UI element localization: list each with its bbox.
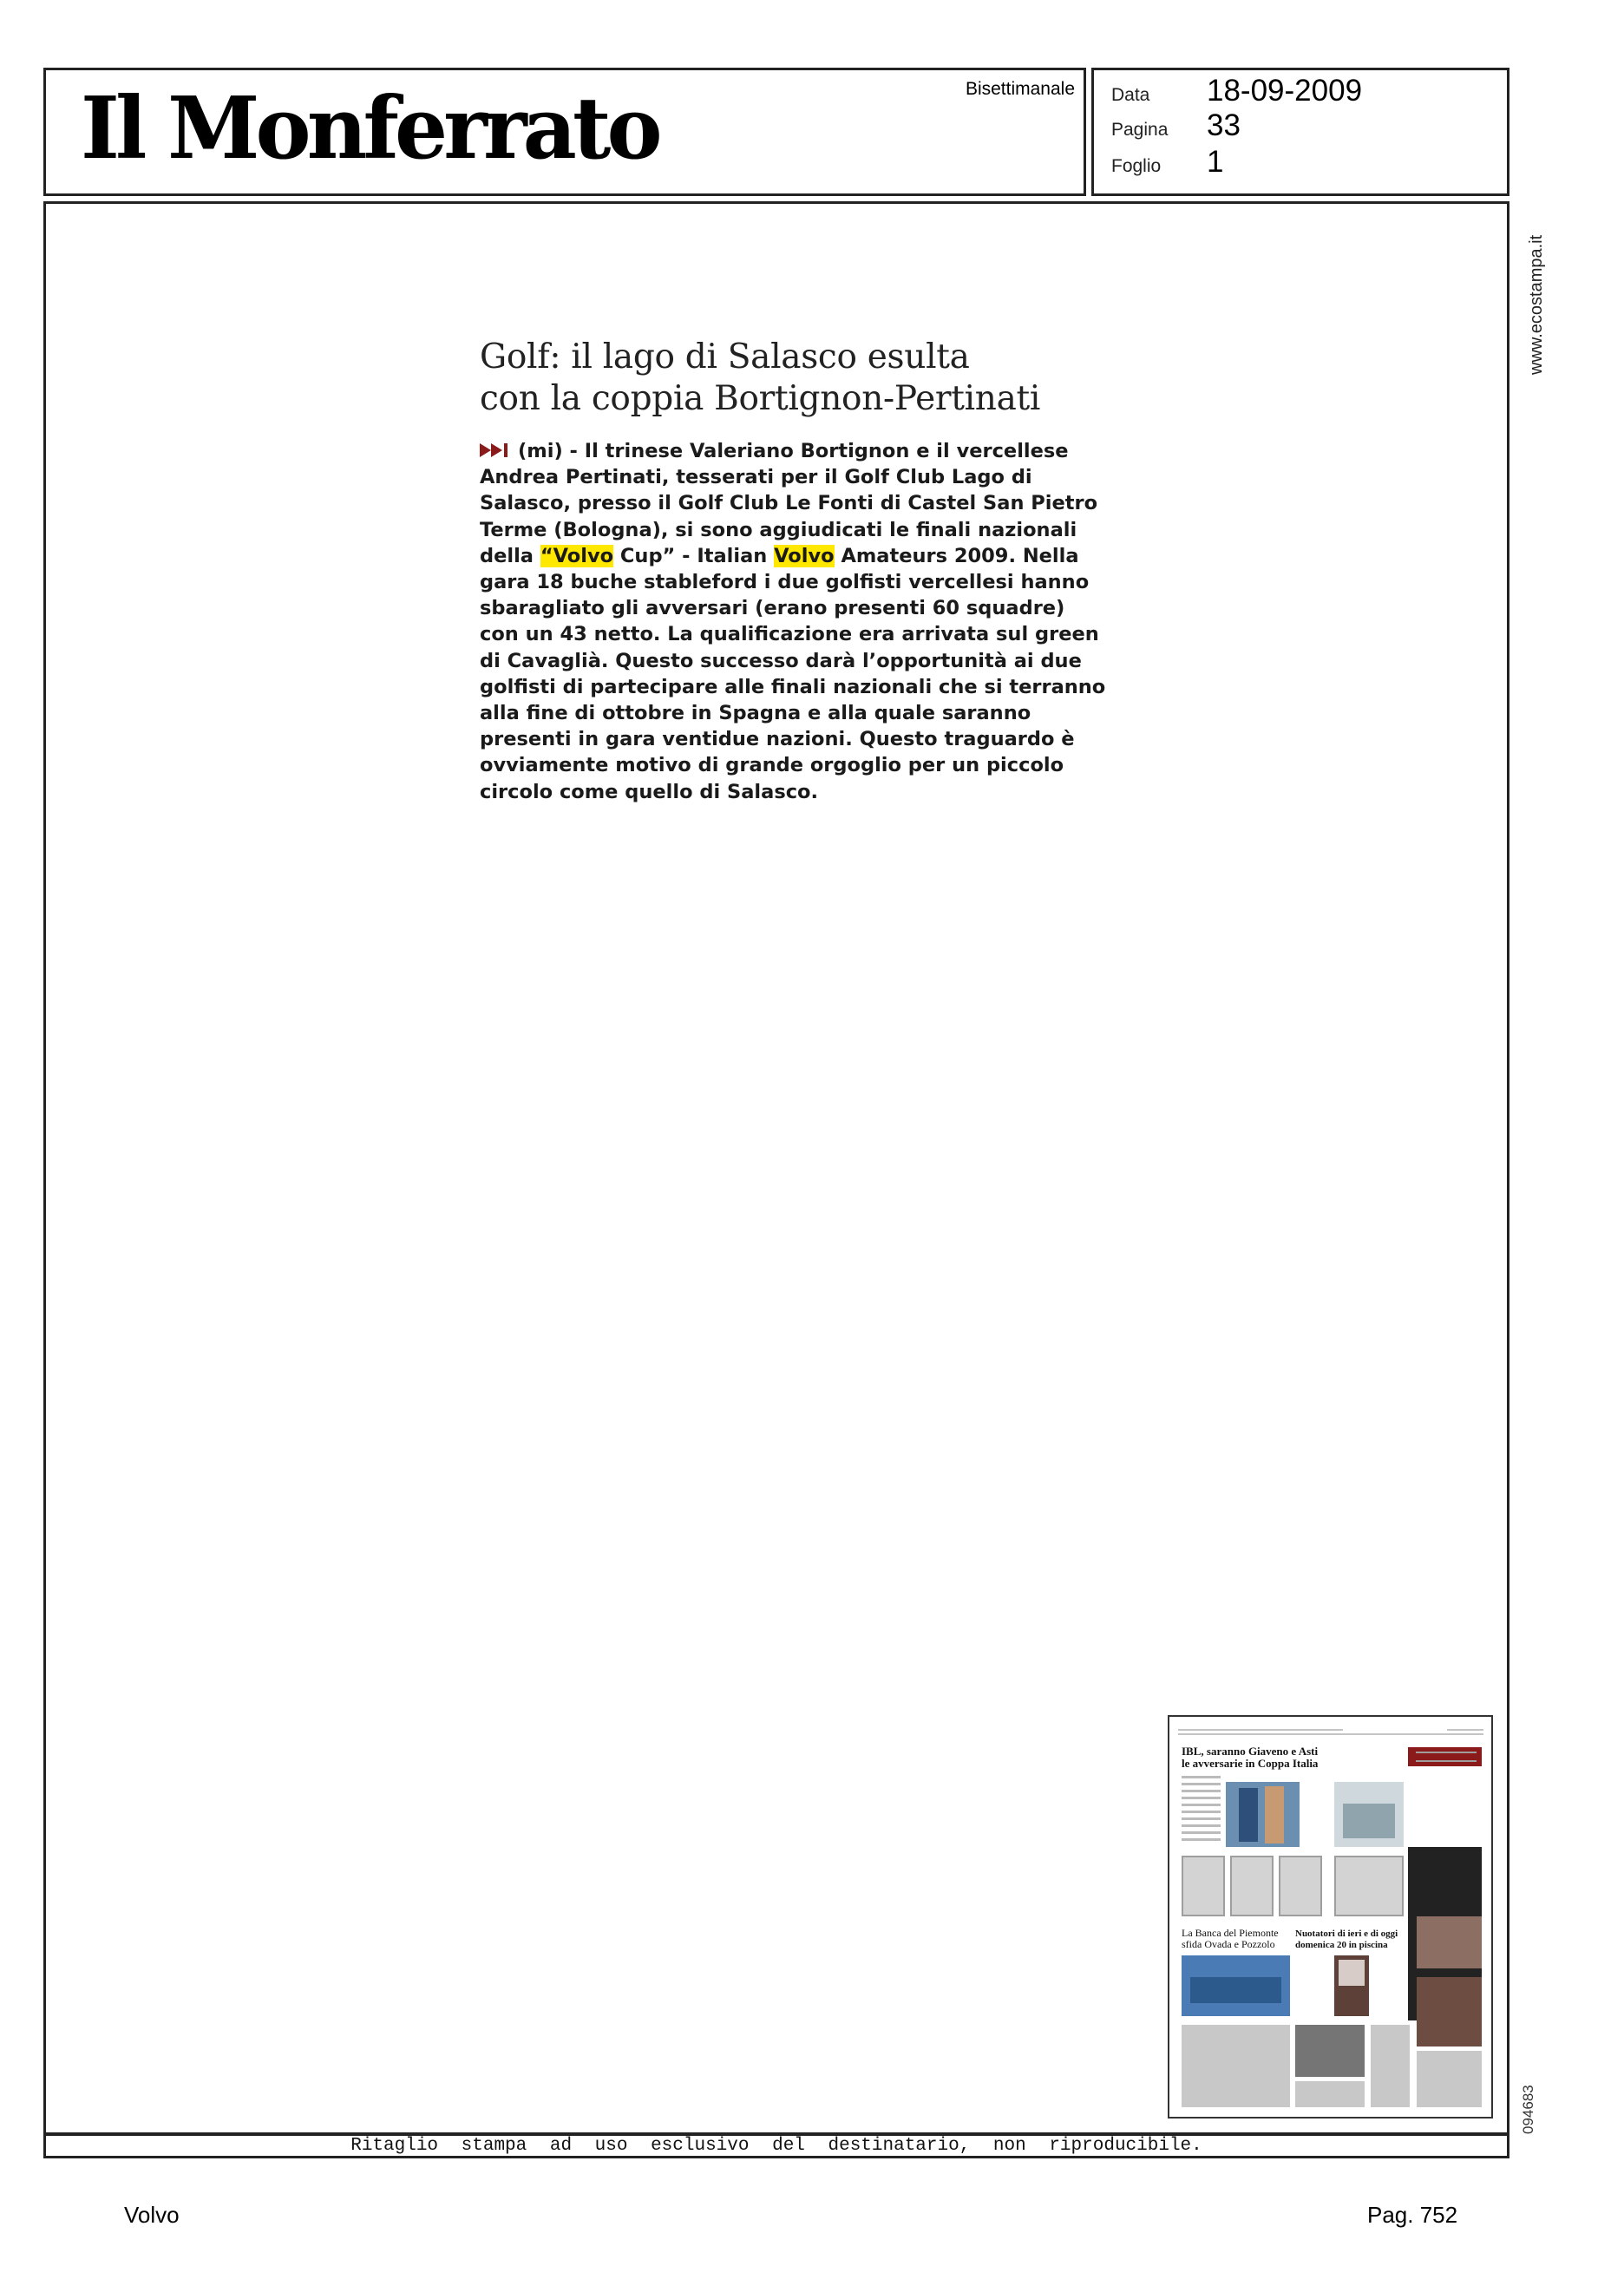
meta-label-data: Data: [1111, 85, 1150, 105]
meta-label-pagina: Pagina: [1111, 120, 1169, 140]
article-line-11: alla fine di ottobre in Spagna e alla quale saranno: [480, 702, 1031, 725]
keyword-label: Volvo: [124, 2202, 180, 2228]
clipping-code: 094683: [1520, 2085, 1536, 2134]
article-headline: [480, 337, 1087, 420]
article-line-1: [480, 438, 1070, 464]
meta-box: [1091, 68, 1509, 196]
article-line-8: con un 43 netto. La qualificazione era arrivata sul green: [480, 623, 1099, 646]
meta-value-date: 18-09-2009: [1207, 74, 1363, 108]
footer-notice: Ritaglio stampa ad uso esclusivo del destinatario, non riproducibile.: [350, 2136, 1202, 2156]
thumb-headline-1: IBL, saranno Giaveno e Asti: [1182, 1745, 1319, 1758]
headline-line-2: con la coppia Bortignon-Pertinati: [480, 379, 1041, 418]
masthead-box: [43, 68, 1086, 196]
meta-row-foglio: [1111, 145, 1223, 180]
thumb-headline-3b: domenica 20 in piscina: [1295, 1940, 1388, 1950]
page-thumbnail: [1168, 1715, 1493, 2119]
footer-notice-bar: [43, 2132, 1509, 2158]
article-line-6: gara 18 buche stableford i due golfisti vercellesi hanno: [480, 571, 1090, 594]
publication-frequency: Bisettimanale: [965, 79, 1075, 99]
page-thumbnail-image: [1169, 1717, 1491, 2117]
meta-row-pagina: [1111, 108, 1241, 143]
article-line-5: [480, 543, 1079, 569]
ecostampa-url: www.ecostampa.it: [1527, 234, 1546, 375]
article-line-14: circolo come quello di Salasco.: [480, 780, 819, 803]
meta-row-data: [1111, 74, 1362, 108]
fast-forward-arrow-icon: [480, 442, 511, 459]
newspaper-masthead: Il Monferrato: [81, 79, 658, 179]
page-number: Pag. 752: [1367, 2202, 1458, 2228]
article-line-4: Terme (Bologna), si sono aggiudicati le finali nazionali: [480, 518, 1077, 541]
article-line-1-text: (mi) - Il trinese Valeriano Bortignon e il vercellese: [518, 440, 1069, 462]
side-code-label: [1503, 2073, 1537, 2134]
article-line-3: Salasco, presso il Golf Club Le Fonti di Castel San Pietro: [480, 492, 1098, 515]
meta-value-page: 33: [1207, 108, 1241, 142]
article-line-12: presenti in gara ventidue nazioni. Questo traguardo è: [480, 728, 1075, 751]
headline-line-1: Golf: il lago di Salasco esulta: [480, 337, 970, 377]
article-line-5-lead: della: [480, 544, 540, 567]
side-url-label: [1503, 217, 1555, 390]
thumb-headline-2b: sfida Ovada e Pozzolo: [1182, 1938, 1275, 1950]
article-body: [480, 438, 1106, 805]
thumb-headline-1b: le avversarie in Coppa Italia: [1182, 1757, 1319, 1770]
article-line-7: sbaragliato gli avversari (erano presenti 60 squadre): [480, 597, 1065, 620]
article-line-5-mid: Cup” - Italian: [613, 544, 775, 567]
article-line-9: di Cavaglià. Questo successo darà l’opportunità ai due: [480, 649, 1082, 672]
article-line-13: ovviamente motivo di grande orgoglio per un piccolo: [480, 754, 1064, 777]
meta-value-sheet: 1: [1207, 145, 1224, 179]
thumb-headline-3: Nuotatori di ieri e di oggi: [1295, 1929, 1398, 1939]
meta-label-foglio: Foglio: [1111, 156, 1162, 176]
highlight-volvo-1: “Volvo: [540, 544, 614, 567]
highlight-volvo-2: Volvo: [774, 544, 835, 567]
thumb-headline-2: La Banca del Piemonte: [1182, 1927, 1279, 1939]
article-line-10: golfisti di partecipare alle finali nazionali che si terranno: [480, 675, 1106, 698]
article-line-2: Andrea Pertinati, tesserati per il Golf Club Lago di: [480, 466, 1032, 489]
article-line-5-tail: Amateurs 2009. Nella: [834, 544, 1079, 567]
